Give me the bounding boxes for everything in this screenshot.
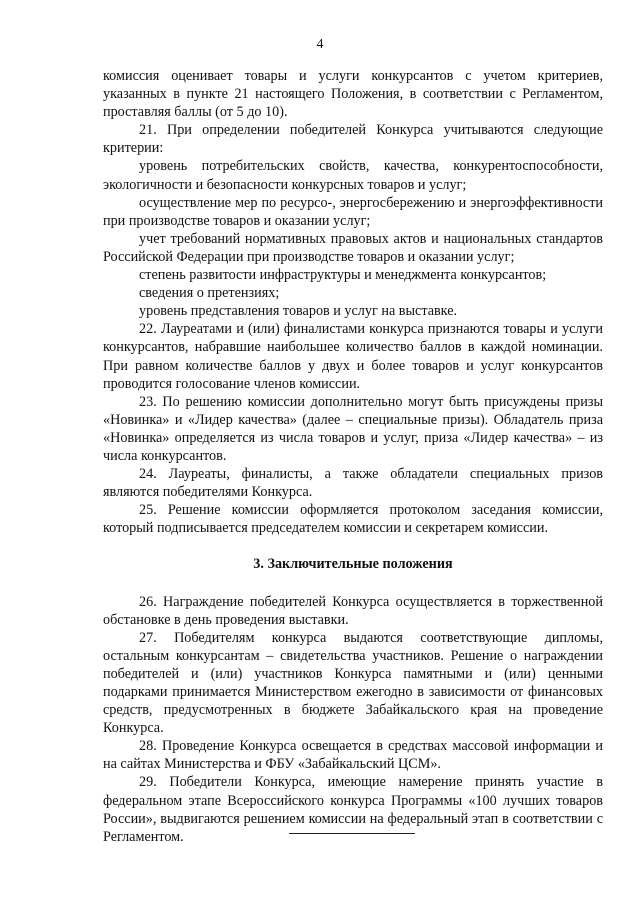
paragraph: 29. Победители Конкурса, имеющие намерение принять участие в федеральном этапе Всероссийского конкурса Программы «100 лучших товаров России», выдвигаются решением комиссии на федеральный этап в соответствии с Регламентом. — [103, 774, 603, 845]
page-number: 4 — [316, 37, 324, 52]
paragraph: 25. Решение комиссии оформляется протоколом заседания комиссии, который подписывается председателем комиссии и секретарем комиссии. — [103, 502, 603, 537]
paragraph: степень развитости инфраструктуры и менеджмента конкурсантов; — [139, 267, 547, 284]
paragraph: уровень представления товаров и услуг на выставке. — [139, 303, 458, 320]
paragraph: сведения о претензиях; — [139, 285, 280, 302]
paragraph: 23. По решению комиссии дополнительно могут быть присуждены призы «Новинка» и «Лидер качества» (далее – специальные призы). Обладатель приза «Новинка» определяется из числа товаров и услуг, приза «Лидер качества» – из числа конкурсантов. — [103, 393, 603, 464]
paragraph: учет требований нормативных правовых актов и национальных стандартов Российской Федерации при производстве товаров и оказании услуг; — [103, 230, 603, 265]
paragraph-list-after — [103, 593, 603, 846]
document-body — [103, 67, 603, 846]
paragraph: 28. Проведение Конкурса освещается в средствах массовой информации и на сайтах Министерства и ФБУ «Забайкальский ЦСМ». — [103, 738, 603, 773]
paragraph: 21. При определении победителей Конкурса учитываются следующие критерии: — [103, 122, 603, 157]
section-heading: 3. Заключительные положения — [253, 556, 453, 573]
paragraph: 22. Лауреатами и (или) финалистами конкурса признаются товары и услуги конкурсантов, набравшие наибольшее количество баллов в каждой номинации. При равном количестве баллов у двух и более товаров и услуг конкурсантов проводится голосование членов комиссии. — [103, 321, 603, 392]
paragraph: осуществление мер по ресурсо-, энергосбережению и энергоэффективности при производстве товаров и оказании услуг; — [103, 194, 603, 229]
closing-rule — [289, 833, 415, 834]
paragraph: 24. Лауреаты, финалисты, а также обладатели специальных призов являются победителями Конкурса. — [103, 466, 603, 501]
paragraph-list-before — [103, 67, 603, 537]
paragraph: 27. Победителям конкурса выдаются соответствующие дипломы, остальным конкурсантам – свидетельства участников. Решение о награждении победителей и (или) участников Конкурса памятными и (или) ценными подарками принимается Министерством ежегодно в зависимости от финансовых средств, предусмотренных в бюджете Забайкальского края на проведение Конкурса. — [103, 629, 603, 737]
paragraph: уровень потребительских свойств, качества, конкурентоспособности, экологичности и безопасности конкурсных товаров и услуг; — [103, 158, 603, 193]
paragraph: 26. Награждение победителей Конкурса осуществляется в торжественной обстановке в день проведения выставки. — [103, 593, 603, 628]
paragraph: комиссия оценивает товары и услуги конкурсантов с учетом критериев, указанных в пункте 21 настоящего Положения, в соответствии с Регламентом, проставляя баллы (от 5 до 10). — [103, 68, 603, 121]
